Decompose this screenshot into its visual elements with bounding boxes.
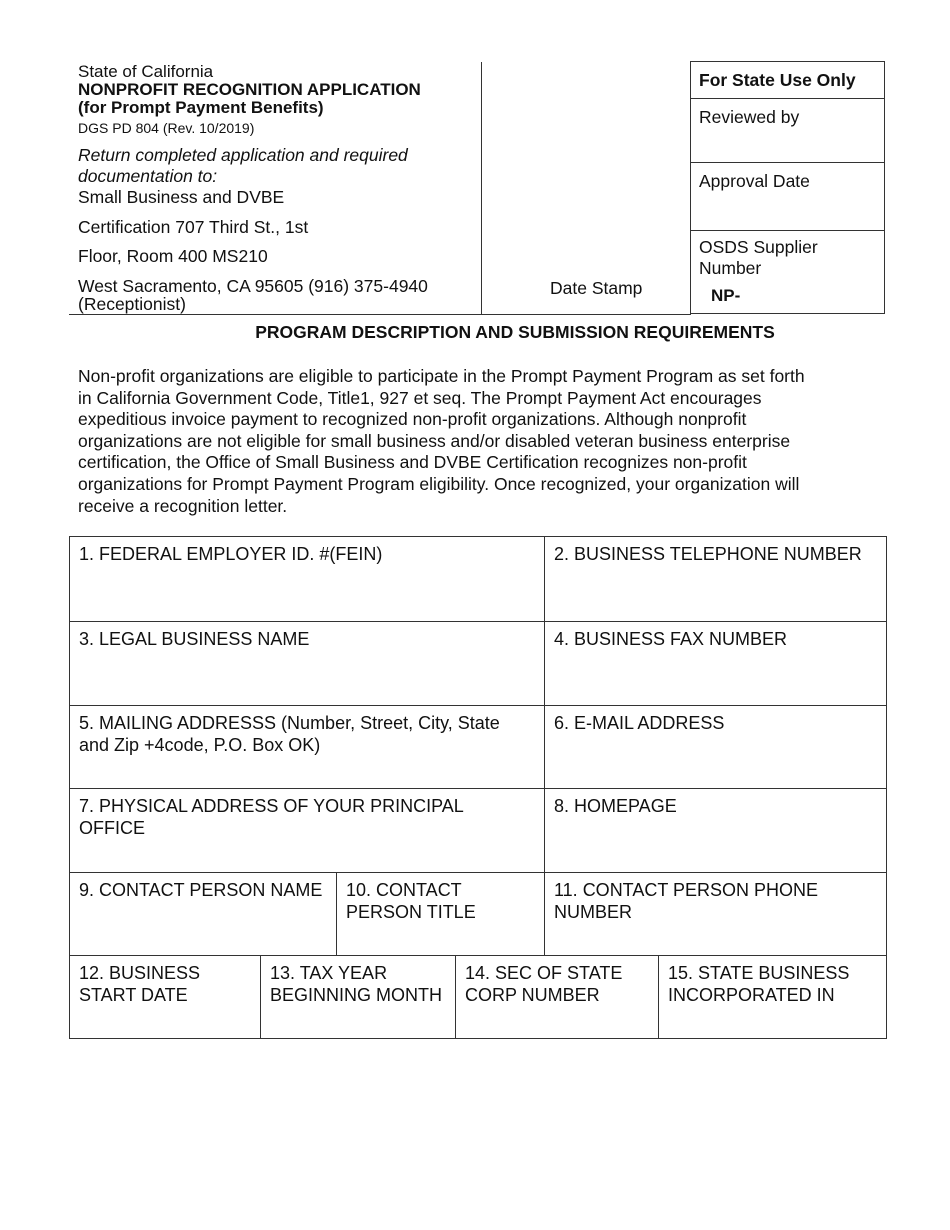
business-telephone-field[interactable] [544, 537, 886, 621]
description-line: Non-profit organizations are eligible to participate in the Prompt Payment Program as set forth [78, 366, 805, 386]
np-prefix: NP- [711, 286, 741, 305]
physical-address-label-1: 7. PHYSICAL ADDRESS OF YOUR PRINCIPAL [79, 796, 464, 816]
address-line-4: West Sacramento, CA 95605 (916) 375-4940 [78, 276, 428, 296]
description-line: organizations are not eligible for small business and/or disabled veteran business enterprise [78, 430, 791, 451]
contact-person-name-field[interactable] [70, 872, 336, 955]
program-description [78, 366, 898, 517]
tax-year-month-label-1: 13. TAX YEAR [270, 963, 388, 983]
sec-of-state-corp-number-field[interactable] [455, 955, 658, 1038]
contact-person-phone-label-1: 11. CONTACT PERSON PHONE [554, 880, 819, 900]
address-line-5: (Receptionist) [78, 294, 186, 314]
business-start-date-label-1: 12. BUSINESS [79, 963, 201, 983]
fein-label: 1. FEDERAL EMPLOYER ID. #(FEIN) [79, 544, 383, 564]
return-instruction-2: documentation to: [78, 166, 218, 186]
address-line-3: Floor, Room 400 MS210 [78, 246, 268, 266]
state-incorporated-label-1: 15. STATE BUSINESS [668, 963, 850, 983]
physical-address-field[interactable] [70, 788, 544, 872]
header-block [78, 62, 478, 137]
form-subtitle: (for Prompt Payment Benefits) [78, 98, 324, 117]
legal-business-name-label: 3. LEGAL BUSINESS NAME [79, 629, 310, 649]
address-line-2: Certification 707 Third St., 1st [78, 217, 309, 237]
address-line-1: Small Business and DVBE [78, 187, 285, 207]
approval-date-field[interactable] [691, 163, 884, 231]
homepage-field[interactable] [544, 788, 886, 872]
description-line: receive a recognition letter. [78, 495, 288, 516]
description-line: organizations for Prompt Payment Program eligibility. Once recognized, your organization will [78, 473, 800, 494]
business-fax-label: 4. BUSINESS FAX NUMBER [554, 629, 788, 649]
contact-person-phone-field[interactable] [544, 872, 886, 955]
contact-person-name-label: 9. CONTACT PERSON NAME [79, 880, 323, 900]
fein-field[interactable] [70, 537, 544, 621]
state-use-box [690, 61, 885, 314]
contact-person-title-label-1: 10. CONTACT [346, 880, 462, 900]
header-bottom-rule [69, 314, 691, 315]
homepage-label: 8. HOMEPAGE [554, 796, 677, 816]
business-start-date-label-2: START DATE [79, 985, 188, 1005]
legal-business-name-field[interactable] [70, 621, 544, 705]
contact-person-title-label-2: PERSON TITLE [346, 902, 476, 922]
business-start-date-field[interactable] [70, 955, 260, 1038]
mailing-address-field[interactable] [70, 705, 544, 788]
contact-person-title-field[interactable] [336, 872, 544, 955]
state-use-heading-text: For State Use Only [699, 70, 856, 90]
mailing-address-label-2: and Zip +4code, P.O. Box OK) [79, 735, 321, 755]
business-telephone-label: 2. BUSINESS TELEPHONE NUMBER [554, 544, 862, 564]
supplier-number-label-2: Number [699, 258, 762, 278]
state-use-heading [691, 62, 884, 99]
business-fax-field[interactable] [544, 621, 886, 705]
mailing-address-label-1: 5. MAILING ADDRESSS (Number, Street, City, State [79, 713, 500, 733]
form-title: NONPROFIT RECOGNITION APPLICATION [78, 80, 421, 99]
supplier-number-label-1: OSDS Supplier [699, 237, 818, 257]
date-stamp-label: Date Stamp [550, 278, 643, 298]
state-name: State of California [78, 62, 214, 81]
physical-address-label-2: OFFICE [79, 818, 145, 838]
header-divider [481, 62, 482, 314]
supplier-number-field[interactable] [691, 231, 884, 315]
reviewed-by-field[interactable] [691, 99, 884, 163]
contact-person-phone-label-2: NUMBER [554, 902, 633, 922]
description-line: expeditious invoice payment to recognized non-profit organizations. Although nonprofit [78, 409, 747, 430]
return-instruction-1: Return completed application and required [78, 145, 408, 165]
section-title: PROGRAM DESCRIPTION AND SUBMISSION REQUIREMENTS [255, 322, 775, 342]
tax-year-month-field[interactable] [260, 955, 455, 1038]
application-form-grid [69, 536, 887, 1039]
approval-date-label: Approval Date [699, 171, 810, 191]
email-address-label: 6. E-MAIL ADDRESS [554, 713, 725, 733]
form-number: DGS PD 804 (Rev. 10/2019) [78, 120, 255, 136]
sec-of-state-corp-number-label-1: 14. SEC OF STATE [465, 963, 623, 983]
description-line: in California Government Code, Title1, 927 et seq. The Prompt Payment Act encourages [78, 387, 762, 408]
tax-year-month-label-2: BEGINNING MONTH [270, 985, 443, 1005]
state-incorporated-label-2: INCORPORATED IN [668, 985, 835, 1005]
email-address-field[interactable] [544, 705, 886, 788]
description-line: certification, the Office of Small Business and DVBE Certification recognizes non-profit [78, 452, 747, 473]
state-incorporated-field[interactable] [658, 955, 886, 1038]
reviewed-by-label: Reviewed by [699, 107, 800, 127]
sec-of-state-corp-number-label-2: CORP NUMBER [465, 985, 600, 1005]
